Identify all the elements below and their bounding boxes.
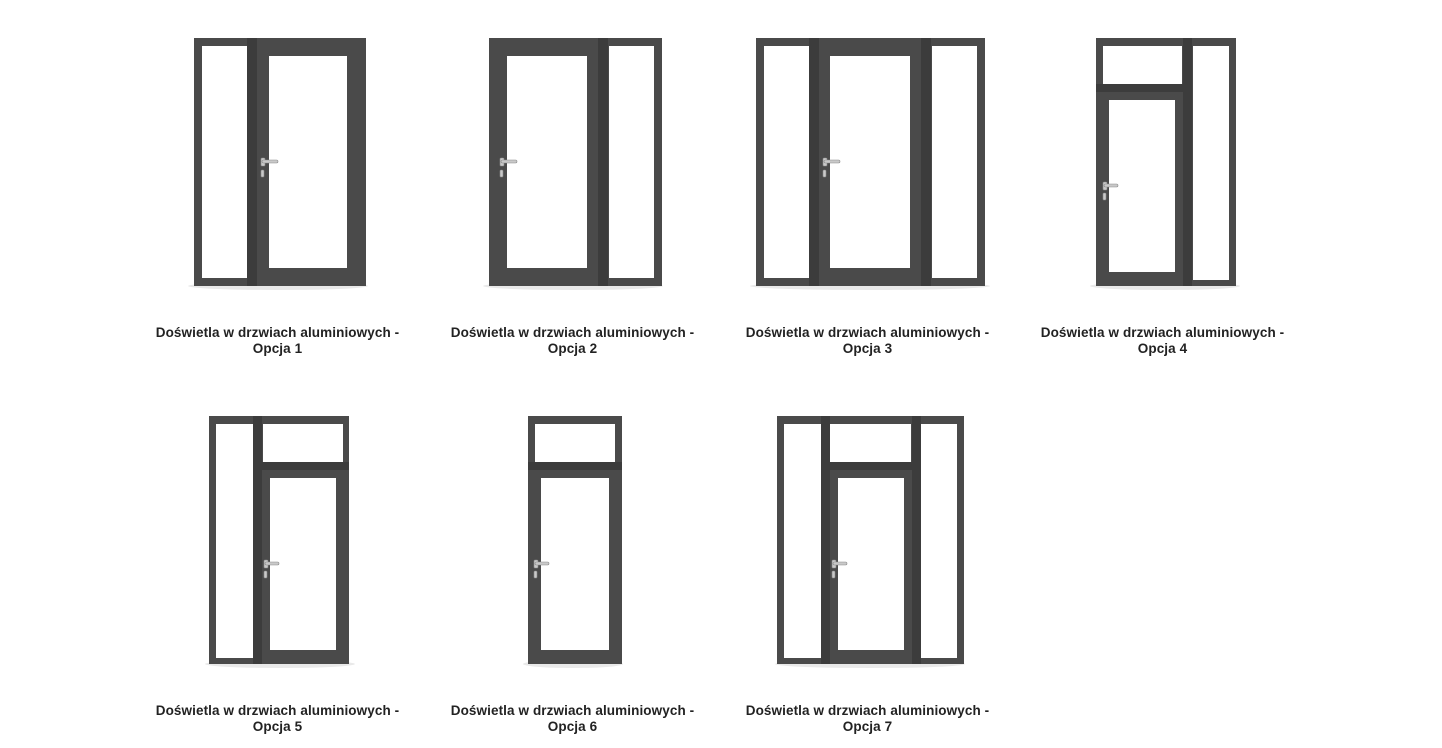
product-title-line1: Doświetla w drzwiach aluminiowych - [745, 325, 990, 340]
door-with-transom-and-two-sidelights-icon[interactable] [720, 408, 1015, 678]
door-with-two-sidelights-icon[interactable] [720, 30, 1015, 300]
product-title[interactable] [720, 325, 1015, 357]
product-title[interactable] [1015, 325, 1310, 357]
product-title-line1: Doświetla w drzwiach aluminiowych - [450, 325, 695, 340]
product-title[interactable] [130, 325, 425, 357]
product-title-line1: Doświetla w drzwiach aluminiowych - [1040, 325, 1285, 340]
product-title-line1: Doświetla w drzwiach aluminiowych - [155, 325, 400, 340]
product-title-line1: Doświetla w drzwiach aluminiowych - [450, 703, 695, 718]
product-title[interactable] [425, 703, 720, 735]
door-with-transom-and-left-sidelight-icon[interactable] [130, 408, 425, 678]
product-title-line2: Opcja 2 [547, 341, 598, 356]
product-title-line2: Opcja 6 [547, 719, 598, 734]
product-title-line2: Opcja 4 [1137, 341, 1188, 356]
product-card-option-5[interactable] [130, 408, 425, 738]
product-card-option-1[interactable] [130, 30, 425, 360]
product-title-line2: Opcja 5 [252, 719, 303, 734]
product-card-option-7[interactable] [720, 408, 1015, 738]
product-title-line2: Opcja 3 [842, 341, 893, 356]
product-card-option-3[interactable] [720, 30, 1015, 360]
product-title[interactable] [425, 325, 720, 357]
product-title[interactable] [720, 703, 1015, 735]
product-card-option-6[interactable] [425, 408, 720, 738]
product-card-option-2[interactable] [425, 30, 720, 360]
door-with-right-sidelight-icon[interactable] [425, 30, 720, 300]
product-title-line2: Opcja 7 [842, 719, 893, 734]
product-card-option-4[interactable] [1015, 30, 1310, 360]
product-title-line1: Doświetla w drzwiach aluminiowych - [745, 703, 990, 718]
door-with-left-sidelight-icon[interactable] [130, 30, 425, 300]
product-title[interactable] [130, 703, 425, 735]
door-with-transom-icon[interactable] [425, 408, 720, 678]
product-title-line1: Doświetla w drzwiach aluminiowych - [155, 703, 400, 718]
door-with-transom-and-right-sidelight-icon[interactable] [1015, 30, 1310, 300]
product-title-line2: Opcja 1 [252, 341, 303, 356]
